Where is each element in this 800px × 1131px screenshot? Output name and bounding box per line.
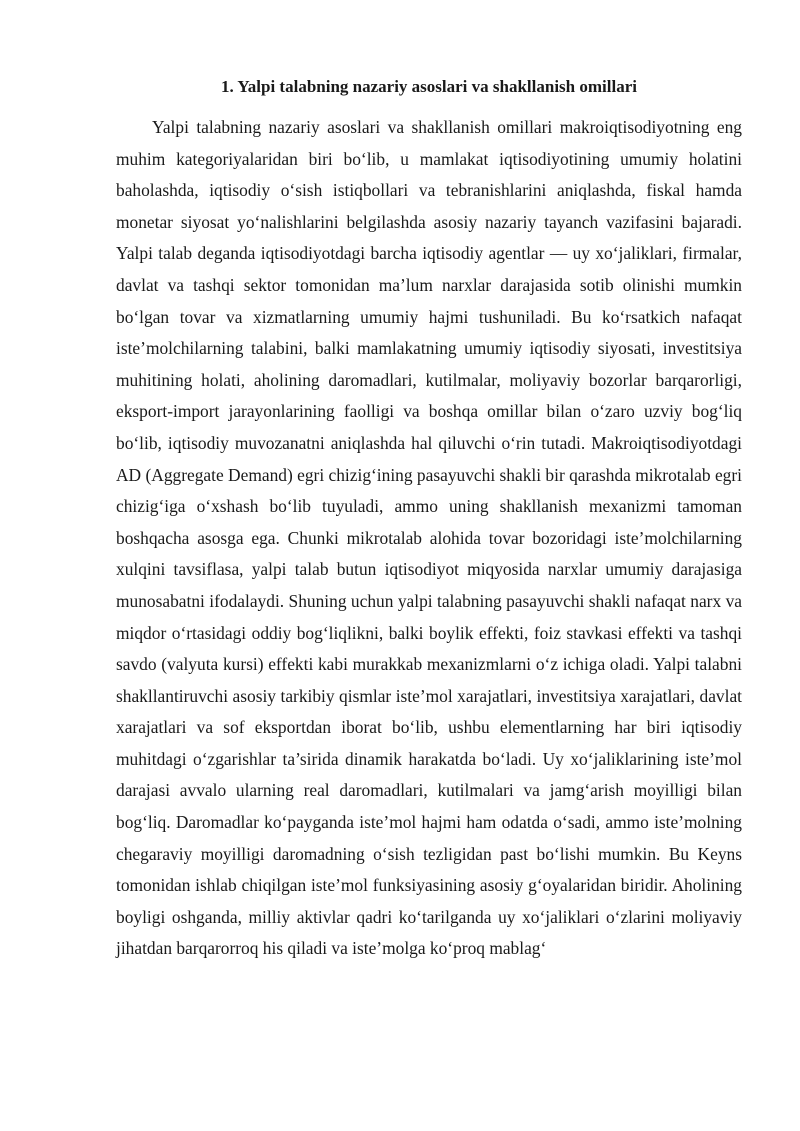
body-paragraph: Yalpi talabning nazariy asoslari va shakllanish omillari makroiqtisodiyotning eng muhim kategoriyalaridan biri bo‘lib, u mamlakat iqtisodiyotining umumiy holatini baholashda, iqtisodiy o‘sish istiqbollari va tebranishlarini aniqlashda, fiskal hamda monetar siyosat yo‘nalishlarini belgilashda asosiy nazariy tayanch vazifasini bajaradi. Yalpi talab deganda iqtisodiyotdagi barcha iqtisodiy agentlar — uy xo‘jaliklari, firmalar, davlat va tashqi sektor tomonidan ma’lum narxlar darajasida sotib olinishi mumkin bo‘lgan tovar va xizmatlarning umumiy hajmi tushuniladi. Bu ko‘rsatkich nafaqat iste’molchilarning talabini, balki mamlakatning umumiy iqtisodiy siyosati, investitsiya muhitining holati, aholining daromadlari, kutilmalar, moliyaviy bozorlar barqarorligi, eksport-import jarayonlarining faolligi va boshqa omillar bilan o‘zaro uzviy bog‘liq bo‘lib, iqtisodiy muvozanatni aniqlashda hal qiluvchi o‘rin tutadi. Makroiqtisodiyotdagi AD (Aggregate Demand) egri chizig‘ining pasayuvchi shakli bir qarashda mikrotalab egri chizig‘iga o‘xshash bo‘lib tuyuladi, ammo uning shakllanish mexanizmi tamoman boshqacha asosga ega. Chunki mikrotalab alohida tovar bozoridagi iste’molchilarning xulqini tavsiflasa, yalpi talab butun iqtisodiyot miqyosida narxlar umumiy darajasiga munosabatni ifodalaydi. Shuning uchun yalpi talabning pasayuvchi shakli nafaqat narx va miqdor o‘rtasidagi oddiy bog‘liqlikni, balki boylik effekti, foiz stavkasi effekti va tashqi savdo (valyuta kursi) effekti kabi murakkab mexanizmlarni o‘z ichiga oladi. Yalpi talabni shakllantiruvchi asosiy tarkibiy qismlar iste’mol xarajatlari, investitsiya xarajatlari, davlat xarajatlari va sof eksportdan iborat bo‘lib, ushbu elementlarning har biri iqtisodiy muhitdagi o‘zgarishlar ta’sirida dinamik harakatda bo‘ladi. Uy xo‘jaliklarining iste’mol darajasi avvalo ularning real daromadlari, kutilmalari va jamg‘arish moyilligi bilan bog‘liq. Daromadlar ko‘payganda iste’mol hajmi ham odatda o‘sadi, ammo iste’molning chegaraviy moyilligi daromadning o‘sish tezligidan past bo‘lishi mumkin. Bu Keyns tomonidan ishlab chiqilgan iste’mol funksiyasining asosiy g‘oyalaridan biridir. Aholining boyligi oshganda, milliy aktivlar qadri ko‘tarilganda uy xo‘jaliklari o‘zlarini moliyaviy jihatdan barqarorroq his qiladi va iste’molga ko‘proq mablag‘ xyxy=(116,117,742,959)
section-heading: 1. Yalpi talabning nazariy asoslari va shakllanish omillari xyxy=(221,77,637,96)
